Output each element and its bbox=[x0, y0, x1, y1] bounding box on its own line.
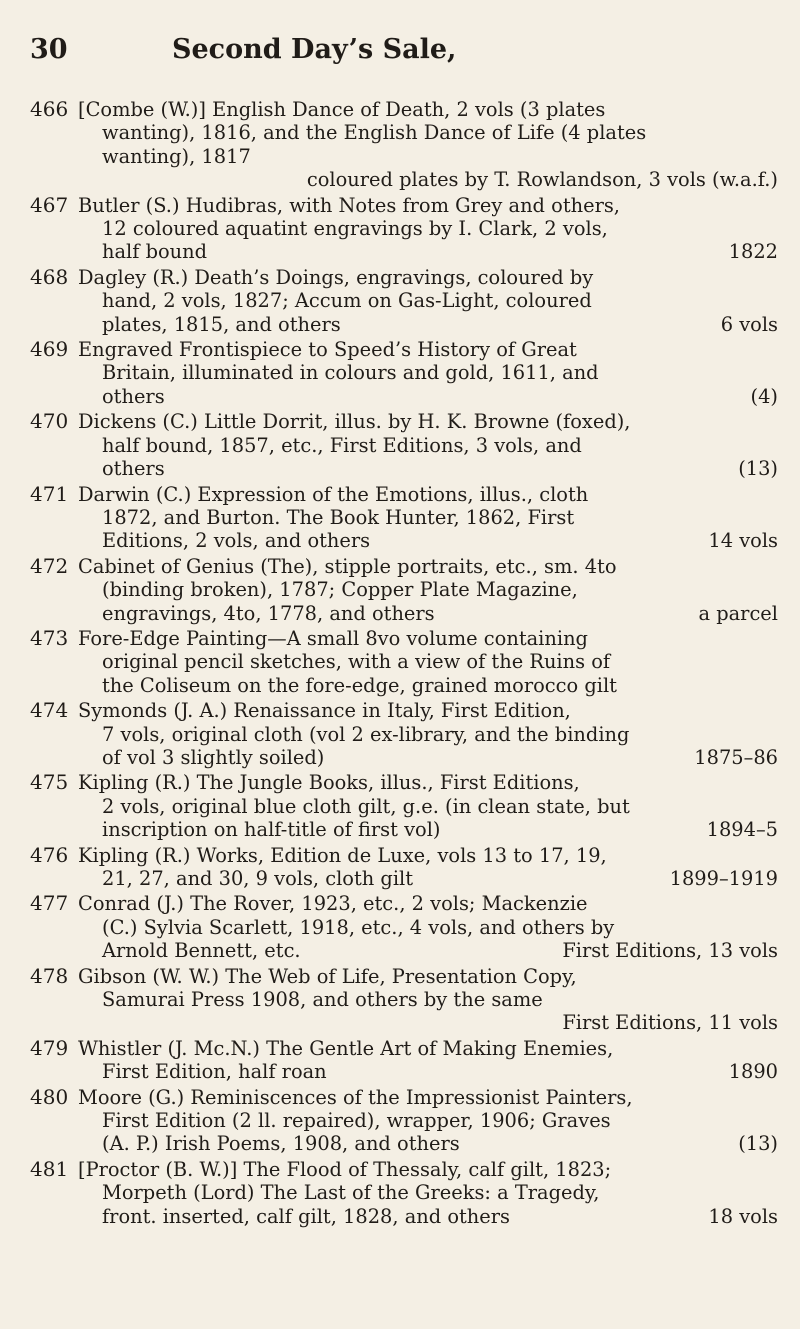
lot-line: Fore-Edge Painting—A small 8vo volume containing bbox=[78, 626, 588, 650]
lot-description bbox=[78, 555, 778, 625]
lot-description bbox=[78, 844, 778, 891]
lot-entry bbox=[30, 194, 778, 264]
lot-line: (binding broken), 1787; Copper Plate Magazine, bbox=[102, 578, 578, 602]
lot-line: [Combe (W.)] English Dance of Death, 2 vols (3 plates bbox=[78, 98, 606, 121]
lot-line: wanting), 1817 bbox=[102, 144, 251, 168]
lot-description bbox=[78, 1158, 778, 1228]
lot-line: half bound 1822 bbox=[102, 240, 778, 264]
lot-date-or-count: 1899–1919 bbox=[669, 867, 778, 890]
lot-line: Arnold Bennett, etc. First Editions, 13 vols bbox=[102, 939, 778, 963]
lot-date-or-count: 1894–5 bbox=[706, 818, 778, 842]
lot-date-or-count: 6 vols bbox=[720, 312, 778, 336]
lot-description bbox=[78, 338, 778, 408]
lot-line: Symonds (J. A.) Renaissance in Italy, First Edition, bbox=[78, 699, 571, 723]
lot-number: 475 bbox=[30, 770, 69, 795]
lot-date-or-count: 1875–86 bbox=[694, 745, 778, 769]
lot-line: half bound, 1857, etc., First Editions, 3 vols, and bbox=[102, 433, 582, 457]
lot-date-or-count: (13) bbox=[738, 457, 778, 481]
lot-line: [Proctor (B. W.)] The Flood of Thessaly, calf gilt, 1823; bbox=[78, 1157, 612, 1181]
lot-list bbox=[30, 98, 778, 1230]
lot-number: 481 bbox=[30, 1156, 69, 1181]
lot-number: 469 bbox=[30, 337, 69, 362]
lot-line: 2 vols, original blue cloth gilt, g.e. (in clean state, but bbox=[102, 794, 630, 818]
lot-description bbox=[78, 98, 778, 192]
lot-description bbox=[78, 1037, 778, 1084]
lot-line: Engraved Frontispiece to Speed’s History of Great bbox=[78, 338, 577, 362]
lot-entry bbox=[30, 98, 778, 192]
lot-line: 12 coloured aquatint engravings by I. Clark, 2 vols, bbox=[102, 217, 608, 241]
lot-line: plates, 1815, and others 6 vols bbox=[102, 312, 778, 336]
lot-line: the Coliseum on the fore-edge, grained morocco gilt bbox=[102, 673, 617, 697]
lot-number: 480 bbox=[30, 1084, 69, 1109]
lot-entry bbox=[30, 483, 778, 553]
lot-line: inscription on half-title of first vol) 1894–5 bbox=[102, 818, 778, 842]
lot-line: First Edition (2 ll. repaired), wrapper, 1906; Graves bbox=[102, 1109, 611, 1133]
lot-entry bbox=[30, 699, 778, 769]
lot-description bbox=[78, 771, 778, 841]
lot-description bbox=[78, 1086, 778, 1156]
lot-date-or-count: 1890 bbox=[728, 1060, 778, 1084]
lot-line: 21, 27, and 30, 9 vols, cloth gilt 1899–1919 bbox=[102, 867, 778, 890]
running-title: Second Day’s Sale, bbox=[172, 34, 457, 65]
lot-line: (C.) Sylvia Scarlett, 1918, etc., 4 vols, and others by bbox=[102, 915, 615, 939]
lot-line: hand, 2 vols, 1827; Accum on Gas-Light, coloured bbox=[102, 289, 592, 313]
lot-description bbox=[78, 965, 778, 1035]
lot-description bbox=[78, 483, 778, 553]
lot-line: First Editions, 11 vols bbox=[562, 1011, 778, 1035]
lot-entry bbox=[30, 965, 778, 1035]
lot-number: 478 bbox=[30, 963, 69, 988]
lot-description bbox=[78, 699, 778, 769]
lot-line: Cabinet of Genius (The), stipple portraits, etc., sm. 4to bbox=[78, 554, 617, 578]
lot-line: others (13) bbox=[102, 457, 778, 481]
lot-line: Dickens (C.) Little Dorrit, illus. by H. K. Browne (foxed), bbox=[78, 410, 631, 434]
lot-number: 472 bbox=[30, 553, 69, 578]
lot-line: original pencil sketches, with a view of the Ruins of bbox=[102, 650, 611, 674]
lot-line: Kipling (R.) The Jungle Books, illus., First Editions, bbox=[78, 771, 580, 795]
lot-line: others (4) bbox=[102, 384, 778, 408]
lot-entry bbox=[30, 1158, 778, 1228]
lot-entry bbox=[30, 410, 778, 480]
lot-entry bbox=[30, 1086, 778, 1156]
lot-line: wanting), 1816, and the English Dance of Life (4 plates bbox=[102, 121, 647, 145]
lot-number: 476 bbox=[30, 842, 69, 867]
lot-entry bbox=[30, 844, 778, 891]
lot-entry bbox=[30, 892, 778, 962]
lot-number: 474 bbox=[30, 698, 69, 723]
lot-number: 477 bbox=[30, 891, 69, 916]
lot-line: Kipling (R.) Works, Edition de Luxe, vols 13 to 17, 19, bbox=[78, 843, 607, 867]
lot-line: Gibson (W. W.) The Web of Life, Presentation Copy, bbox=[78, 964, 577, 988]
page-header bbox=[30, 34, 770, 65]
page-number: 30 bbox=[30, 34, 68, 65]
lot-line: First Edition, half roan 1890 bbox=[102, 1060, 778, 1084]
lot-date-or-count: a parcel bbox=[698, 601, 778, 625]
lot-number: 473 bbox=[30, 625, 69, 650]
lot-line: Samurai Press 1908, and others by the same bbox=[102, 988, 543, 1012]
lot-line: Whistler (J. Mc.N.) The Gentle Art of Making Enemies, bbox=[78, 1036, 614, 1060]
lot-date-or-count: (13) bbox=[738, 1132, 778, 1156]
lot-date-or-count: 1822 bbox=[728, 240, 778, 264]
lot-entry bbox=[30, 266, 778, 336]
lot-number: 470 bbox=[30, 409, 69, 434]
lot-entry bbox=[30, 771, 778, 841]
lot-date-or-count: 18 vols bbox=[708, 1204, 778, 1228]
lot-date-or-count: (4) bbox=[750, 384, 778, 408]
lot-entry bbox=[30, 1037, 778, 1084]
lot-line: 1872, and Burton. The Book Hunter, 1862, First bbox=[102, 505, 575, 529]
lot-line: 7 vols, original cloth (vol 2 ex-library, and the binding bbox=[102, 722, 630, 746]
lot-line: Editions, 2 vols, and others 14 vols bbox=[102, 529, 778, 553]
lot-description bbox=[78, 194, 778, 264]
lot-number: 467 bbox=[30, 192, 69, 217]
lot-line: front. inserted, calf gilt, 1828, and others 18 vols bbox=[102, 1204, 778, 1228]
lot-number: 466 bbox=[30, 97, 69, 121]
lot-number: 471 bbox=[30, 481, 69, 506]
lot-entry bbox=[30, 338, 778, 408]
lot-line: coloured plates by T. Rowlandson, 3 vols (w.a.f.) bbox=[306, 168, 778, 192]
lot-line: Morpeth (Lord) The Last of the Greeks: a Tragedy, bbox=[102, 1181, 600, 1205]
lot-description bbox=[78, 410, 778, 480]
lot-line: engravings, 4to, 1778, and others a parcel bbox=[102, 601, 778, 625]
lot-line: Darwin (C.) Expression of the Emotions, illus., cloth bbox=[78, 482, 589, 506]
lot-number: 479 bbox=[30, 1035, 69, 1060]
lot-description bbox=[78, 892, 778, 962]
lot-number: 468 bbox=[30, 264, 69, 289]
lot-line: Conrad (J.) The Rover, 1923, etc., 2 vols; Mackenzie bbox=[78, 892, 588, 916]
lot-line: of vol 3 slightly soiled) 1875–86 bbox=[102, 745, 778, 769]
lot-date-or-count: First Editions, 13 vols bbox=[562, 939, 778, 963]
lot-description bbox=[78, 266, 778, 336]
lot-line: Britain, illuminated in colours and gold, 1611, and bbox=[102, 361, 599, 385]
lot-line: Dagley (R.) Death’s Doings, engravings, coloured by bbox=[78, 265, 594, 289]
lot-line: (A. P.) Irish Poems, 1908, and others (13) bbox=[102, 1132, 778, 1156]
lot-line: Butler (S.) Hudibras, with Notes from Grey and others, bbox=[78, 193, 620, 217]
lot-line: Moore (G.) Reminiscences of the Impressionist Painters, bbox=[78, 1085, 633, 1109]
lot-entry bbox=[30, 555, 778, 625]
lot-description bbox=[78, 627, 778, 697]
lot-entry bbox=[30, 627, 778, 697]
lot-date-or-count: 14 vols bbox=[708, 529, 778, 553]
